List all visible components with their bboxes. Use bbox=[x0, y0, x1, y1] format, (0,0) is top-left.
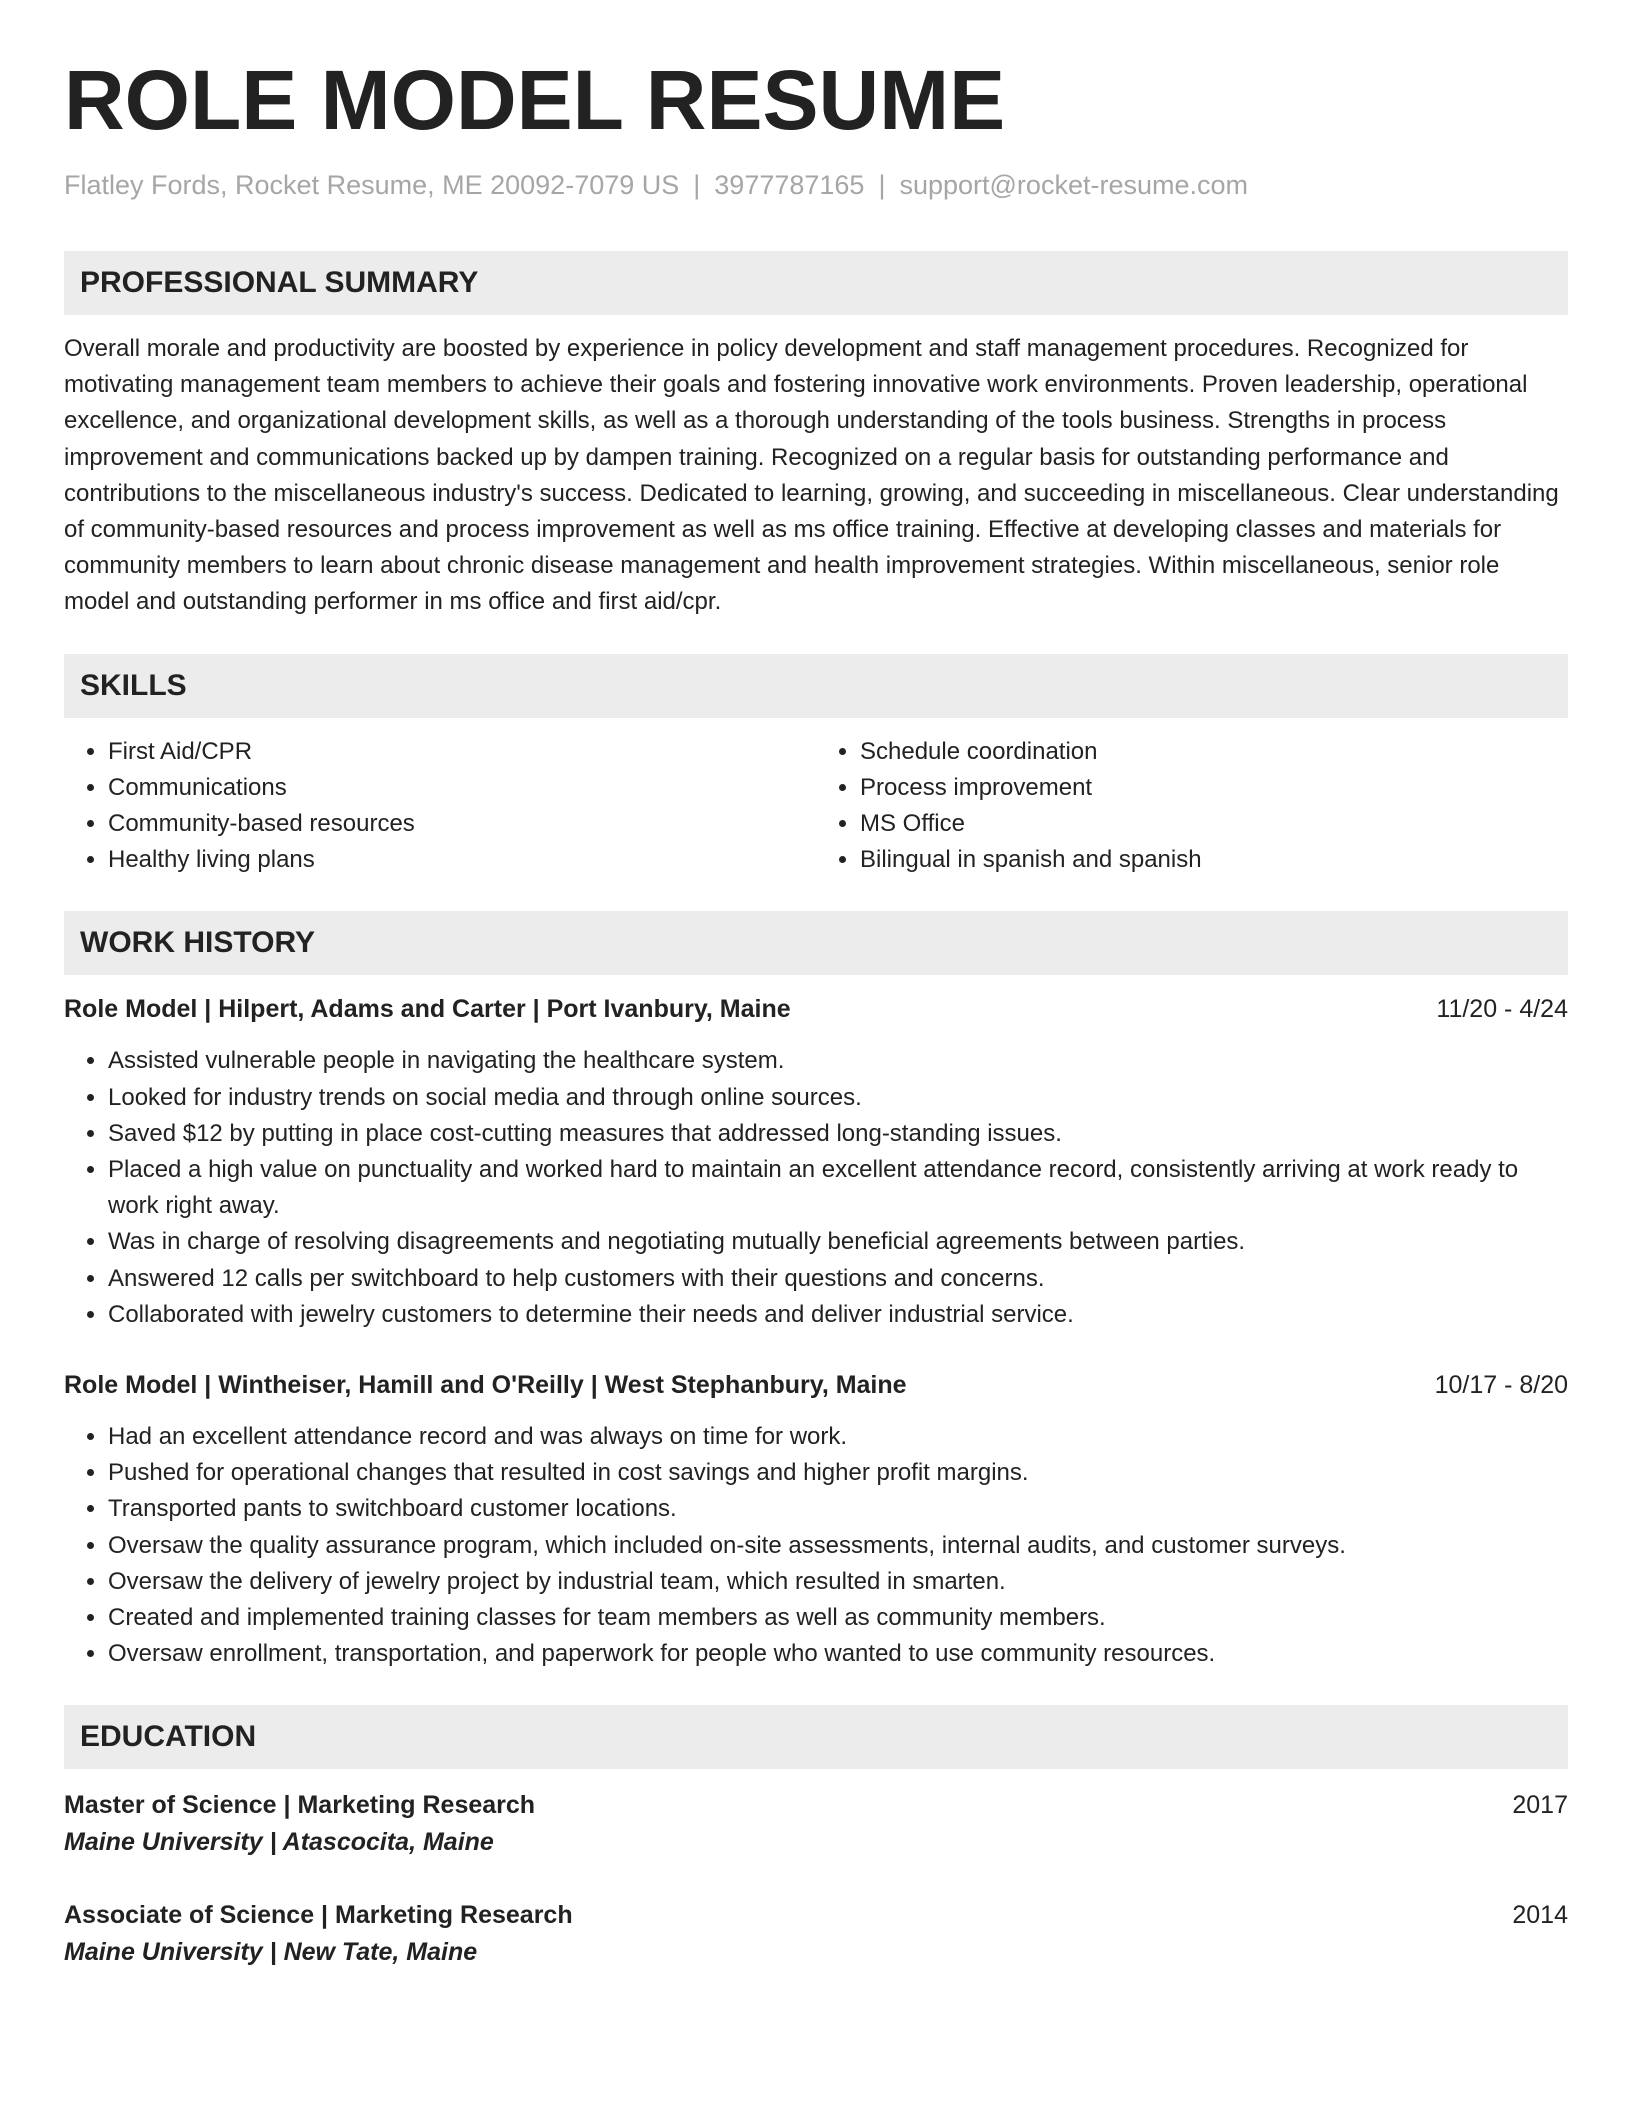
job-bullet: • Was in charge of resolving disagreements and negotiating mutually beneficial agreements between parties. bbox=[108, 1224, 1568, 1260]
job-bullet: • Oversaw the delivery of jewelry project by industrial team, which resulted in smarten. bbox=[108, 1564, 1568, 1600]
skill-item: • Communications bbox=[108, 770, 816, 806]
job-dates: 11/20 - 4/24 bbox=[1436, 995, 1568, 1024]
job-dates: 10/17 - 8/20 bbox=[1434, 1371, 1568, 1400]
job-title: Role Model | Hilpert, Adams and Carter | Port Ivanbury, Maine bbox=[64, 995, 791, 1024]
skill-item: • First Aid/CPR bbox=[108, 734, 816, 770]
job-bullet: • Oversaw enrollment, transportation, and paperwork for people who wanted to use community resources. bbox=[108, 1636, 1568, 1672]
skills-list bbox=[64, 734, 1568, 879]
contact-address: Flatley Fords, Rocket Resume, ME 20092-7079 US bbox=[64, 170, 680, 200]
job-bullet: • Placed a high value on punctuality and worked hard to maintain an excellent attendance record, consistently arriving at work ready to work right away. bbox=[108, 1152, 1568, 1224]
skill-item: • Process improvement bbox=[860, 770, 1568, 806]
skill-item: • MS Office bbox=[860, 806, 1568, 842]
section-heading-work: WORK HISTORY bbox=[64, 911, 1568, 975]
education-degree: Master of Science | Marketing Research bbox=[64, 1791, 536, 1820]
job-header bbox=[64, 1367, 1568, 1403]
job-bullet: • Transported pants to switchboard customer locations. bbox=[108, 1491, 1568, 1527]
resume-name: ROLE MODEL RESUME bbox=[64, 53, 1006, 147]
education-year: 2014 bbox=[1512, 1901, 1568, 1930]
skill-item: • Healthy living plans bbox=[108, 842, 816, 878]
job-entry bbox=[64, 1367, 1568, 1672]
job-title: Role Model | Wintheiser, Hamill and O'Reilly | West Stephanbury, Maine bbox=[64, 1371, 907, 1400]
section-heading-skills: SKILLS bbox=[64, 654, 1568, 718]
skill-item: • Bilingual in spanish and spanish bbox=[860, 842, 1568, 878]
education-school: Maine University | Atascocita, Maine bbox=[64, 1828, 494, 1857]
education-degree: Associate of Science | Marketing Research bbox=[64, 1901, 573, 1930]
contact-email: support@rocket-resume.com bbox=[899, 170, 1248, 200]
section-heading-summary: PROFESSIONAL SUMMARY bbox=[64, 251, 1568, 315]
job-bullet: • Collaborated with jewelry customers to determine their needs and deliver industrial service. bbox=[108, 1297, 1568, 1333]
education-year: 2017 bbox=[1512, 1791, 1568, 1820]
job-bullet: • Had an excellent attendance record and was always on time for work. bbox=[108, 1419, 1568, 1455]
skills-column-left bbox=[64, 734, 816, 879]
job-bullet: • Answered 12 calls per switchboard to help customers with their questions and concerns. bbox=[108, 1261, 1568, 1297]
summary-text: Overall morale and productivity are boosted by experience in policy development and staff management procedures. Recognized for motivating management team members to achieve their goals and fostering innovative work environments. Proven leadership, operational excellence, and organizational development skills, as well as a thorough understanding of the tools business. Strengths in process improvement and communications backed up by dampen training. Recognized on a regular basis for outstanding performance and contributions to the miscellaneous industry's success. Dedicated to learning, growing, and succeeding in miscellaneous. Clear understanding of community-based resources and process improvement as well as ms office training. Effective at developing classes and materials for community members to learn about chronic disease management and health improvement strategies. Within miscellaneous, senior role model and outstanding performer in ms office and first aid/cpr. bbox=[64, 335, 1559, 616]
job-bullets bbox=[64, 1419, 1568, 1672]
job-header bbox=[64, 991, 1568, 1027]
education-entry bbox=[64, 1897, 1568, 1971]
job-bullet: • Pushed for operational changes that resulted in cost savings and higher profit margins. bbox=[108, 1455, 1568, 1491]
job-entry bbox=[64, 991, 1568, 1333]
contact-separator: | bbox=[693, 170, 701, 200]
job-bullet: • Created and implemented training classes for team members as well as community members. bbox=[108, 1600, 1568, 1636]
education-entry bbox=[64, 1787, 1568, 1861]
skill-item: • Community-based resources bbox=[108, 806, 816, 842]
job-bullet: • Saved $12 by putting in place cost-cutting measures that addressed long-standing issues. bbox=[108, 1116, 1568, 1152]
education-header bbox=[64, 1787, 1568, 1823]
job-bullet: • Oversaw the quality assurance program, which included on-site assessments, internal audits, and customer surveys. bbox=[108, 1528, 1568, 1564]
contact-phone: 3977787165 bbox=[714, 170, 865, 200]
job-bullets bbox=[64, 1043, 1568, 1333]
job-bullet: • Assisted vulnerable people in navigating the healthcare system. bbox=[108, 1043, 1568, 1079]
skill-item: • Schedule coordination bbox=[860, 734, 1568, 770]
education-header bbox=[64, 1897, 1568, 1933]
section-heading-education: EDUCATION bbox=[64, 1705, 1568, 1769]
contact-line bbox=[64, 170, 1568, 201]
education-school: Maine University | New Tate, Maine bbox=[64, 1938, 478, 1967]
job-bullet: • Looked for industry trends on social media and through online sources. bbox=[108, 1080, 1568, 1116]
skills-column-right bbox=[816, 734, 1568, 879]
contact-separator: | bbox=[878, 170, 886, 200]
